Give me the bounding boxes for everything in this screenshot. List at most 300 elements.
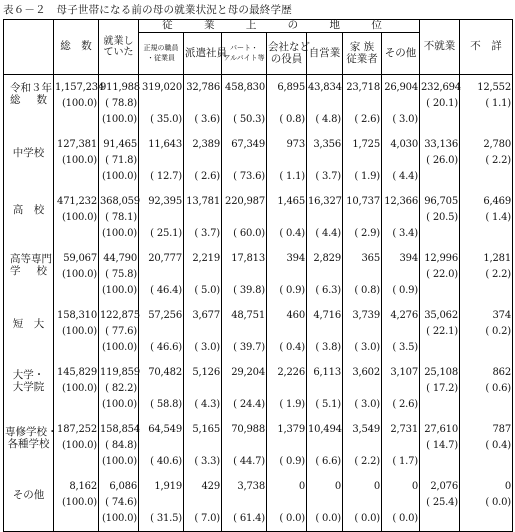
- count-cell: 365: [343, 246, 382, 267]
- percent-cell: (100.0): [54, 267, 99, 283]
- percent-cell: [460, 283, 513, 303]
- percent-cell: [54, 511, 99, 532]
- row-label-line2: 大学院: [12, 381, 45, 393]
- percent-cell: ( 25.4): [420, 495, 460, 511]
- percent-cell: ( 3.0): [382, 112, 420, 132]
- count-cell: 92,395: [139, 189, 184, 210]
- count-cell: 145,829: [54, 360, 99, 381]
- row-label: [4, 303, 54, 340]
- row-label-line2: 各種学校: [7, 438, 50, 450]
- count-cell: 232,694: [420, 75, 460, 97]
- percent-cell: ( 0.0): [382, 511, 420, 532]
- percent-cell: ( 0.8): [343, 283, 382, 303]
- percent-cell: ( 50.3): [222, 112, 267, 132]
- percent-cell: [382, 96, 420, 112]
- count-cell: 6,895: [267, 75, 307, 97]
- row-label-line2: 学 校: [10, 264, 47, 277]
- count-cell: 1,281: [460, 246, 513, 267]
- percent-cell: [184, 324, 222, 340]
- percent-cell: ( 3.8): [307, 340, 343, 360]
- percent-cell: ( 12.7): [139, 169, 184, 189]
- percent-cell: [54, 226, 99, 246]
- row-label: [4, 75, 54, 113]
- percent-cell: ( 58.8): [139, 397, 184, 417]
- count-cell: 787: [460, 417, 513, 438]
- percent-cell: ( 75.8): [99, 267, 139, 283]
- percent-cell: [267, 381, 307, 397]
- table-body: [4, 75, 513, 532]
- percent-cell: ( 1.9): [343, 169, 382, 189]
- count-cell: 13,781: [184, 189, 222, 210]
- percent-cell: [460, 112, 513, 132]
- count-cell: 48,751: [222, 303, 267, 324]
- percent-cell: [222, 96, 267, 112]
- percent-cell: [184, 381, 222, 397]
- percent-cell: ( 0.2): [460, 324, 513, 340]
- percent-cell: ( 61.4): [222, 511, 267, 532]
- percent-cell: [267, 267, 307, 283]
- percent-cell: [343, 381, 382, 397]
- percent-cell: ( 3.4): [382, 226, 420, 246]
- percent-cell: [343, 324, 382, 340]
- percent-cell: [54, 283, 99, 303]
- percent-cell: ( 3.7): [184, 226, 222, 246]
- count-cell: 429: [184, 474, 222, 495]
- percent-cell: ( 40.6): [139, 454, 184, 474]
- count-cell: 0: [307, 474, 343, 495]
- percent-cell: ( 20.5): [420, 210, 460, 226]
- percent-cell: ( 6.6): [307, 454, 343, 474]
- percent-cell: [139, 495, 184, 511]
- header-regular-line2: ・従業員: [147, 53, 175, 62]
- count-cell: 35,062: [420, 303, 460, 324]
- percent-cell: ( 5.0): [184, 283, 222, 303]
- percent-cell: [460, 340, 513, 360]
- percent-cell: ( 2.6): [184, 169, 222, 189]
- table-row: [4, 474, 513, 495]
- percent-cell: [420, 511, 460, 532]
- percent-cell: ( 73.6): [222, 169, 267, 189]
- percent-cell: [222, 438, 267, 454]
- table-row: [4, 96, 513, 112]
- count-cell: 5,126: [184, 360, 222, 381]
- percent-cell: ( 0.9): [267, 283, 307, 303]
- percent-cell: (100.0): [54, 96, 99, 112]
- count-cell: 91,465: [99, 132, 139, 153]
- table-row: [4, 397, 513, 417]
- percent-cell: ( 74.6): [99, 495, 139, 511]
- table-row: [4, 112, 513, 132]
- table-row: [4, 169, 513, 189]
- percent-cell: ( 31.5): [139, 511, 184, 532]
- count-cell: 44,790: [99, 246, 139, 267]
- percent-cell: ( 2.2): [460, 267, 513, 283]
- percent-cell: ( 78.8): [99, 96, 139, 112]
- header-other: その他: [382, 33, 420, 75]
- count-cell: 3,356: [307, 132, 343, 153]
- row-label: [4, 360, 54, 397]
- percent-cell: ( 0.0): [343, 511, 382, 532]
- header-part-time: [222, 33, 267, 75]
- percent-cell: ( 4.4): [382, 169, 420, 189]
- percent-cell: ( 5.1): [307, 397, 343, 417]
- percent-cell: [139, 381, 184, 397]
- count-cell: 3,738: [222, 474, 267, 495]
- percent-cell: [307, 153, 343, 169]
- percent-cell: [382, 267, 420, 283]
- table-row: [4, 246, 513, 267]
- header-employed: 就業していた: [99, 20, 139, 75]
- count-cell: 0: [382, 474, 420, 495]
- table-row: [4, 381, 513, 397]
- percent-cell: [307, 495, 343, 511]
- table-row: [4, 153, 513, 169]
- percent-cell: ( 0.0): [267, 511, 307, 532]
- percent-cell: ( 2.2): [460, 153, 513, 169]
- percent-cell: [343, 96, 382, 112]
- header-employment-status: 従 業 上 の 地 位: [139, 20, 420, 33]
- header-family-line1: 家 族: [349, 40, 375, 53]
- percent-cell: ( 0.8): [267, 112, 307, 132]
- count-cell: 16,327: [307, 189, 343, 210]
- percent-cell: [54, 112, 99, 132]
- header-executive: [267, 33, 310, 75]
- percent-cell: ( 17.2): [420, 381, 460, 397]
- percent-cell: [420, 112, 460, 132]
- percent-cell: [420, 169, 460, 189]
- percent-cell: ( 20.1): [420, 96, 460, 112]
- percent-cell: [307, 438, 343, 454]
- percent-cell: (100.0): [99, 283, 139, 303]
- header-unknown: 不 詳: [460, 20, 513, 75]
- count-cell: 4,030: [382, 132, 420, 153]
- percent-cell: [343, 210, 382, 226]
- percent-cell: [460, 454, 513, 474]
- count-cell: 12,996: [420, 246, 460, 267]
- percent-cell: [139, 438, 184, 454]
- percent-cell: [460, 397, 513, 417]
- percent-cell: ( 25.1): [139, 226, 184, 246]
- count-cell: 368,059: [99, 189, 139, 210]
- percent-cell: [460, 511, 513, 532]
- count-cell: 158,854: [99, 417, 139, 438]
- row-label-spacer: [4, 283, 54, 303]
- percent-cell: [420, 340, 460, 360]
- count-cell: 0: [267, 474, 307, 495]
- percent-cell: [343, 267, 382, 283]
- count-cell: 862: [460, 360, 513, 381]
- percent-cell: ( 2.2): [343, 454, 382, 474]
- row-label-spacer: [4, 454, 54, 474]
- count-cell: 2,076: [420, 474, 460, 495]
- count-cell: 122,875: [99, 303, 139, 324]
- count-cell: 3,107: [382, 360, 420, 381]
- percent-cell: ( 77.6): [99, 324, 139, 340]
- percent-cell: (100.0): [99, 226, 139, 246]
- row-label: [4, 132, 54, 169]
- count-cell: 2,731: [382, 417, 420, 438]
- count-cell: 4,716: [307, 303, 343, 324]
- row-label-line1: 高等専門: [10, 252, 52, 265]
- percent-cell: [139, 153, 184, 169]
- percent-cell: ( 3.0): [343, 340, 382, 360]
- count-cell: 374: [460, 303, 513, 324]
- count-cell: 1,725: [343, 132, 382, 153]
- percent-cell: (100.0): [99, 397, 139, 417]
- row-label-spacer: [4, 112, 54, 132]
- percent-cell: [307, 381, 343, 397]
- count-cell: 458,830: [222, 75, 267, 97]
- count-cell: 319,020: [139, 75, 184, 97]
- percent-cell: ( 14.7): [420, 438, 460, 454]
- header-corner: [4, 20, 54, 75]
- row-label: [4, 417, 58, 454]
- table-row: [4, 303, 513, 324]
- percent-cell: ( 6.3): [307, 283, 343, 303]
- count-cell: 25,108: [420, 360, 460, 381]
- table-row: [4, 438, 513, 454]
- percent-cell: ( 1.7): [382, 454, 420, 474]
- count-cell: 67,349: [222, 132, 267, 153]
- header-dispatch: 派遣社員: [184, 33, 222, 75]
- count-cell: 973: [267, 132, 307, 153]
- percent-cell: (100.0): [99, 511, 139, 532]
- table-row: [4, 283, 513, 303]
- count-cell: 64,549: [139, 417, 184, 438]
- percent-cell: ( 60.0): [222, 226, 267, 246]
- count-cell: 17,813: [222, 246, 267, 267]
- count-cell: 5,165: [184, 417, 222, 438]
- percent-cell: [307, 210, 343, 226]
- percent-cell: [382, 381, 420, 397]
- percent-cell: ( 1.9): [267, 397, 307, 417]
- percent-cell: (100.0): [54, 210, 99, 226]
- row-label-line1: 中学校: [12, 147, 45, 159]
- row-label-line1: その他: [12, 489, 45, 501]
- count-cell: 3,602: [343, 360, 382, 381]
- percent-cell: [343, 438, 382, 454]
- header-executive-line2: の役員: [270, 52, 303, 65]
- percent-cell: ( 39.7): [222, 340, 267, 360]
- count-cell: 220,987: [222, 189, 267, 210]
- table-row: [4, 511, 513, 532]
- count-cell: 1,465: [267, 189, 307, 210]
- percent-cell: ( 46.4): [139, 283, 184, 303]
- percent-cell: [267, 96, 307, 112]
- percent-cell: [54, 169, 99, 189]
- percent-cell: ( 44.7): [222, 454, 267, 474]
- percent-cell: [267, 438, 307, 454]
- count-cell: 119,859: [99, 360, 139, 381]
- count-cell: 32,786: [184, 75, 222, 97]
- table-title: 表６－２ 母子世帯になる前の母の就業状況と母の最終学歴: [3, 4, 292, 16]
- percent-cell: ( 1.1): [460, 96, 513, 112]
- percent-cell: [382, 153, 420, 169]
- percent-cell: [420, 226, 460, 246]
- row-label-spacer: [4, 397, 54, 417]
- percent-cell: ( 1.4): [460, 210, 513, 226]
- percent-cell: [343, 153, 382, 169]
- count-cell: 2,219: [184, 246, 222, 267]
- percent-cell: ( 0.9): [382, 283, 420, 303]
- count-cell: 394: [382, 246, 420, 267]
- count-cell: 460: [267, 303, 307, 324]
- percent-cell: ( 35.0): [139, 112, 184, 132]
- percent-cell: ( 4.3): [184, 397, 222, 417]
- percent-cell: [139, 96, 184, 112]
- table-row: [4, 210, 513, 226]
- count-cell: 29,204: [222, 360, 267, 381]
- percent-cell: ( 1.1): [267, 169, 307, 189]
- percent-cell: [54, 454, 99, 474]
- count-cell: 158,310: [54, 303, 99, 324]
- count-cell: 2,226: [267, 360, 307, 381]
- table-row: [4, 340, 513, 360]
- header-family-line2: 従業者: [346, 52, 378, 65]
- percent-cell: [420, 283, 460, 303]
- percent-cell: [222, 267, 267, 283]
- percent-cell: ( 7.0): [184, 511, 222, 532]
- row-label: [4, 474, 54, 511]
- percent-cell: [139, 267, 184, 283]
- count-cell: 6,086: [99, 474, 139, 495]
- percent-cell: ( 24.4): [222, 397, 267, 417]
- percent-cell: [184, 96, 222, 112]
- percent-cell: ( 22.1): [420, 324, 460, 340]
- table-row: [4, 75, 513, 97]
- count-cell: 6,469: [460, 189, 513, 210]
- count-cell: 187,252: [54, 417, 99, 438]
- row-label-spacer: [4, 511, 54, 532]
- header-regular-line1: 正規の職員: [143, 44, 179, 53]
- percent-cell: ( 3.0): [184, 340, 222, 360]
- count-cell: 394: [267, 246, 307, 267]
- percent-cell: [382, 324, 420, 340]
- percent-cell: [267, 153, 307, 169]
- percent-cell: [382, 495, 420, 511]
- count-cell: 8,162: [54, 474, 99, 495]
- percent-cell: [54, 340, 99, 360]
- percent-cell: (100.0): [54, 381, 99, 397]
- count-cell: 1,379: [267, 417, 307, 438]
- count-cell: 911,988: [99, 75, 139, 97]
- percent-cell: (100.0): [99, 112, 139, 132]
- count-cell: 20,777: [139, 246, 184, 267]
- count-cell: 43,834: [307, 75, 343, 97]
- count-cell: 12,552: [460, 75, 513, 97]
- count-cell: 0: [460, 474, 513, 495]
- percent-cell: [343, 495, 382, 511]
- count-cell: 1,919: [139, 474, 184, 495]
- count-cell: 2,829: [307, 246, 343, 267]
- count-cell: 27,610: [420, 417, 460, 438]
- percent-cell: ( 0.4): [267, 226, 307, 246]
- percent-cell: [420, 454, 460, 474]
- percent-cell: (100.0): [54, 324, 99, 340]
- count-cell: 3,549: [343, 417, 382, 438]
- percent-cell: ( 0.0): [307, 511, 343, 532]
- header-total: 総 数: [54, 20, 99, 75]
- percent-cell: [420, 397, 460, 417]
- header-not-employed: 不就業: [420, 20, 460, 75]
- percent-cell: ( 4.4): [307, 226, 343, 246]
- percent-cell: (100.0): [99, 340, 139, 360]
- percent-cell: [139, 210, 184, 226]
- table-row: [4, 417, 513, 438]
- table-row: [4, 132, 513, 153]
- percent-cell: ( 0.9): [267, 454, 307, 474]
- percent-cell: [460, 169, 513, 189]
- count-cell: 2,780: [460, 132, 513, 153]
- count-cell: 0: [343, 474, 382, 495]
- percent-cell: (100.0): [54, 495, 99, 511]
- percent-cell: [184, 438, 222, 454]
- table-row: [4, 324, 513, 340]
- percent-cell: [382, 438, 420, 454]
- row-label: [4, 246, 54, 283]
- count-cell: 471,232: [54, 189, 99, 210]
- percent-cell: ( 3.7): [307, 169, 343, 189]
- table-row: [4, 267, 513, 283]
- percent-cell: ( 39.8): [222, 283, 267, 303]
- percent-cell: ( 0.4): [267, 340, 307, 360]
- percent-cell: [382, 210, 420, 226]
- table-row: [4, 360, 513, 381]
- row-label-line1: 短 大: [12, 318, 45, 330]
- percent-cell: [267, 210, 307, 226]
- percent-cell: ( 2.6): [343, 112, 382, 132]
- row-label-spacer: [4, 169, 54, 189]
- header-executive-line1: 会社など: [268, 40, 310, 53]
- percent-cell: [267, 495, 307, 511]
- percent-cell: [222, 210, 267, 226]
- percent-cell: (100.0): [99, 454, 139, 474]
- count-cell: 26,904: [382, 75, 420, 97]
- percent-cell: [184, 153, 222, 169]
- row-label-line1: 大学・: [12, 369, 45, 381]
- table-row: [4, 454, 513, 474]
- percent-cell: ( 3.6): [184, 112, 222, 132]
- percent-cell: ( 78.1): [99, 210, 139, 226]
- count-cell: 3,739: [343, 303, 382, 324]
- header-family: [343, 33, 382, 75]
- row-label-line2: 総 数: [10, 93, 47, 106]
- count-cell: 6,113: [307, 360, 343, 381]
- percent-cell: ( 46.6): [139, 340, 184, 360]
- percent-cell: [460, 226, 513, 246]
- row-label-spacer: [4, 226, 54, 246]
- percent-cell: [267, 324, 307, 340]
- percent-cell: ( 2.9): [343, 226, 382, 246]
- percent-cell: ( 0.4): [460, 438, 513, 454]
- percent-cell: ( 0.0): [460, 495, 513, 511]
- count-cell: 57,256: [139, 303, 184, 324]
- percent-cell: ( 82.2): [99, 381, 139, 397]
- row-label-line1: 令和３年: [10, 81, 52, 94]
- header-regular: [139, 33, 184, 75]
- percent-cell: (100.0): [54, 438, 99, 454]
- percent-cell: [184, 267, 222, 283]
- percent-cell: [222, 153, 267, 169]
- count-cell: 11,643: [139, 132, 184, 153]
- row-label-line1: 専修学校・: [5, 426, 58, 438]
- percent-cell: (100.0): [99, 169, 139, 189]
- percent-cell: ( 26.0): [420, 153, 460, 169]
- percent-cell: ( 2.6): [382, 397, 420, 417]
- statistics-table: [3, 19, 513, 532]
- percent-cell: ( 71.8): [99, 153, 139, 169]
- count-cell: 33,136: [420, 132, 460, 153]
